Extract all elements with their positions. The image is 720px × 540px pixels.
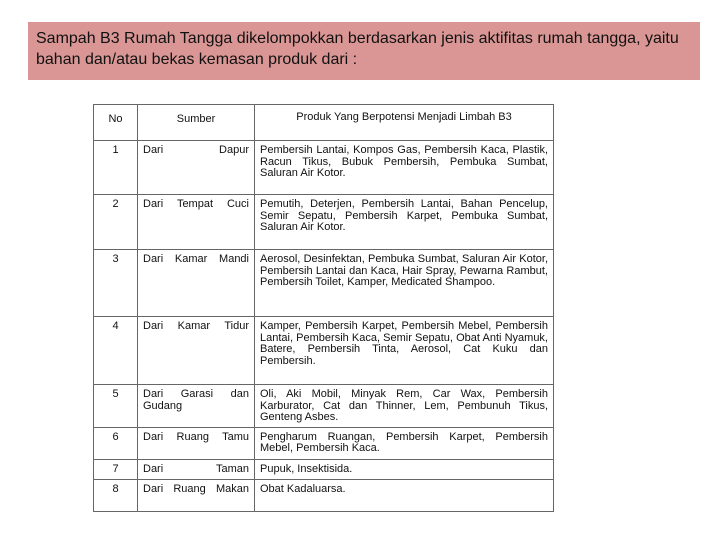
row-source: Dari Kamar Mandi: [138, 250, 255, 317]
row-products: Obat Kadaluarsa.: [255, 479, 554, 511]
row-no: 1: [94, 141, 138, 195]
slide-title: Sampah B3 Rumah Tangga dikelompokkan berdasarkan jenis aktifitas rumah tangga, yaitu bahan dan/atau bekas kemasan produk dari :: [28, 22, 700, 80]
row-products: Aerosol, Desinfektan, Pembuka Sumbat, Saluran Air Kotor, Pembersih Lantai dan Kaca, Hair Spray, Pewarna Rambut, Pembersih Toilet, Kamper, Medicated Shampoo.: [255, 250, 554, 317]
row-source: Dari Taman: [138, 459, 255, 479]
table-row: [94, 479, 554, 511]
row-source: Dari Ruang Makan: [138, 479, 255, 511]
header-no: No: [94, 105, 138, 141]
table-row: [94, 459, 554, 479]
header-product: Produk Yang Berpotensi Menjadi Limbah B3: [255, 105, 554, 141]
b3-waste-table: [93, 104, 554, 512]
row-products: Pemutih, Deterjen, Pembersih Lantai, Bahan Pencelup, Semir Sepatu, Pembersih Karpet, Pembuka Sumbat, Saluran Air Kotor.: [255, 195, 554, 250]
row-products: Pupuk, Insektisida.: [255, 459, 554, 479]
row-source: Dari Garasi dan Gudang: [138, 385, 255, 428]
row-no: 8: [94, 479, 138, 511]
table-row: [94, 141, 554, 195]
row-source: Dari Kamar Tidur: [138, 317, 255, 385]
row-source: Dari Dapur: [138, 141, 255, 195]
table-row: [94, 317, 554, 385]
row-no: 2: [94, 195, 138, 250]
table-row: [94, 385, 554, 428]
table-row: [94, 250, 554, 317]
row-products: Pengharum Ruangan, Pembersih Karpet, Pembersih Mebel, Pembersih Kaca.: [255, 427, 554, 459]
table-row: [94, 427, 554, 459]
header-source: Sumber: [138, 105, 255, 141]
row-no: 6: [94, 427, 138, 459]
row-no: 3: [94, 250, 138, 317]
table-header-row: [94, 105, 554, 141]
row-products: Oli, Aki Mobil, Minyak Rem, Car Wax, Pembersih Karburator, Cat dan Thinner, Lem, Pembunuh Tikus, Genteng Asbes.: [255, 385, 554, 428]
table-row: [94, 195, 554, 250]
row-no: 7: [94, 459, 138, 479]
row-products: Pembersih Lantai, Kompos Gas, Pembersih Kaca, Plastik, Racun Tikus, Bubuk Pembersih, Pembuka Sumbat, Saluran Air Kotor.: [255, 141, 554, 195]
row-no: 5: [94, 385, 138, 428]
row-products: Kamper, Pembersih Karpet, Pembersih Mebel, Pembersih Lantai, Pembersih Kaca, Semir Sepatu, Obat Anti Nyamuk, Batere, Pembersih Tinta, Aerosol, Cat Kuku dan Pembersih.: [255, 317, 554, 385]
row-source: Dari Tempat Cuci: [138, 195, 255, 250]
row-source: Dari Ruang Tamu: [138, 427, 255, 459]
row-no: 4: [94, 317, 138, 385]
